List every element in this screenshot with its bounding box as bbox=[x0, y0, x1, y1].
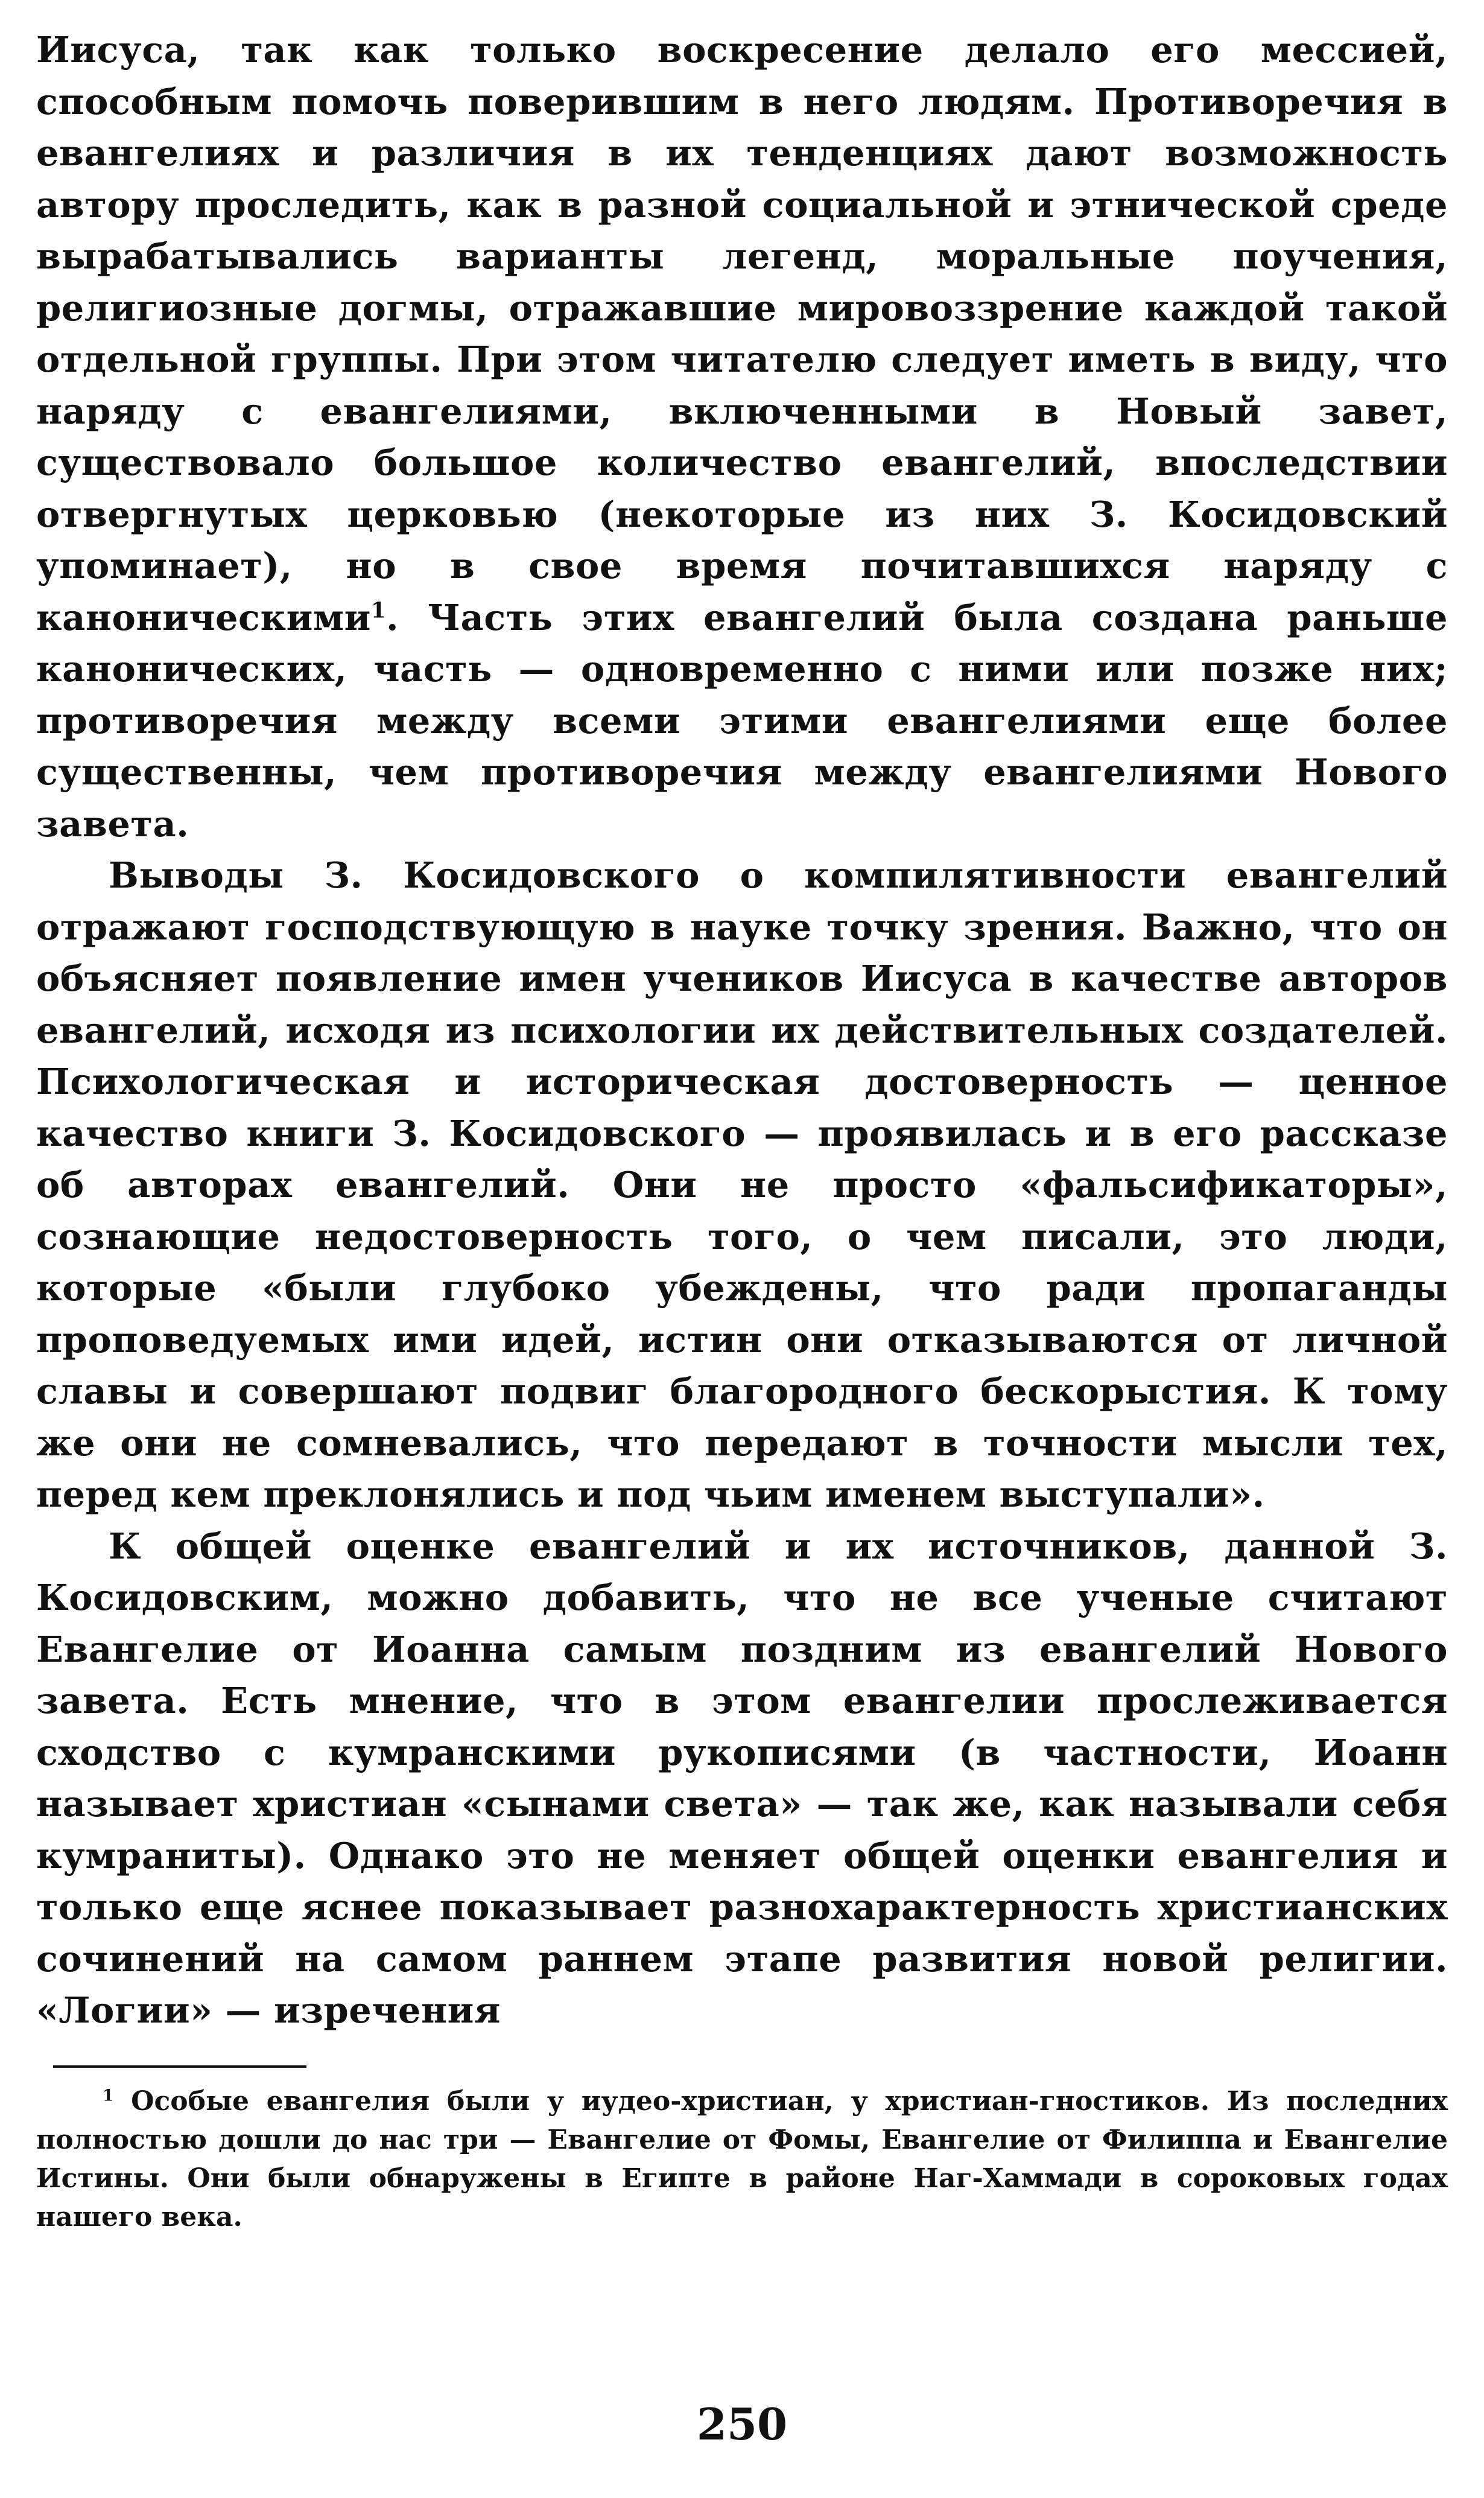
book-page bbox=[36, 24, 1448, 2237]
footnotes bbox=[36, 2082, 1448, 2237]
footnote-marker: 1 bbox=[103, 2085, 114, 2105]
page-number: 250 bbox=[696, 2398, 788, 2450]
footnote-1 bbox=[36, 2082, 1448, 2237]
footnote-text: Особые евангелия были у иудео-христиан, у христиан-гностиков. Из последних полностью дошли до нас три — Евангелие от Фомы, Евангелие от Филиппа и Евангелие Истины. Они были обнаружены в Египте в районе Наг-Хаммади в сороковых годах нашего века. bbox=[36, 2085, 1448, 2233]
paragraph-2: Выводы З. Косидовского о компилятивности евангелий отражают господствующую в науке точку зрения. Важно, что он объясняет появление имен учеников Иисуса в качестве авторов евангелий, исходя из психологии их действительных создателей. Психологическая и историческая достоверность — ценное качество книги З. Косидовского — проявилась и в его рассказе об авторах евангелий. Они не просто «фальсификаторы», сознающие недостоверность того, о чем писали, это люди, которые «были глубоко убеждены, что ради пропаганды проповедуемых ими идей, истин они отказываются от личной славы и совершают подвиг благородного бескорыстия. К тому же они не сомневались, что передают в точности мысли тех, перед кем преклонялись и под чьим именем выступали». bbox=[36, 854, 1448, 1515]
main-text bbox=[36, 24, 1448, 2036]
footnote-reference: 1 bbox=[370, 597, 386, 623]
footnote-divider bbox=[53, 2065, 306, 2068]
paragraph-3: К общей оценке евангелий и их источников, данной З. Косидовским, можно добавить, что не все ученые считают Евангелие от Иоанна самым поздним из евангелий Нового завета. Есть мнение, что в этом евангелии прослеживается сходство с кумранскими рукописями (в частности, Иоанн называет христиан «сынами света» — так же, как называли себя кумраниты). Однако это не меняет общей оценки евангелия и только еще яснее показывает разнохарактерность христианских сочинений на самом раннем этапе развития новой религии. «Логии» — изречения bbox=[36, 1525, 1448, 2031]
paragraph-1-text-continued: . Часть этих евангелий была создана раньше канонических, часть — одновременно с ними или позже них; противоречия между всеми этими евангелиями еще более существенны, чем противоречия между евангелиями Нового завета. bbox=[36, 596, 1448, 845]
paragraph-1-text: Иисуса, так как только воскресение делало его мессией, способным помочь поверившим в него людям. Противоречия в евангелиях и различия в их тенденциях дают возможность автору проследить, как в разной социальной и этнической среде вырабатывались варианты легенд, моральные поучения, религиозные догмы, отражавшие мировоззрение каждой такой отдельной группы. При этом читателю следует иметь в виду, что наряду с евангелиями, включенными в Новый завет, существовало большое количество евангелий, впоследствии отвергнутых церковью (некоторые из них З. Косидовский упоминает), но в свое время почитавшихся наряду с каноническими bbox=[36, 29, 1448, 638]
paragraph-1 bbox=[36, 24, 1448, 850]
